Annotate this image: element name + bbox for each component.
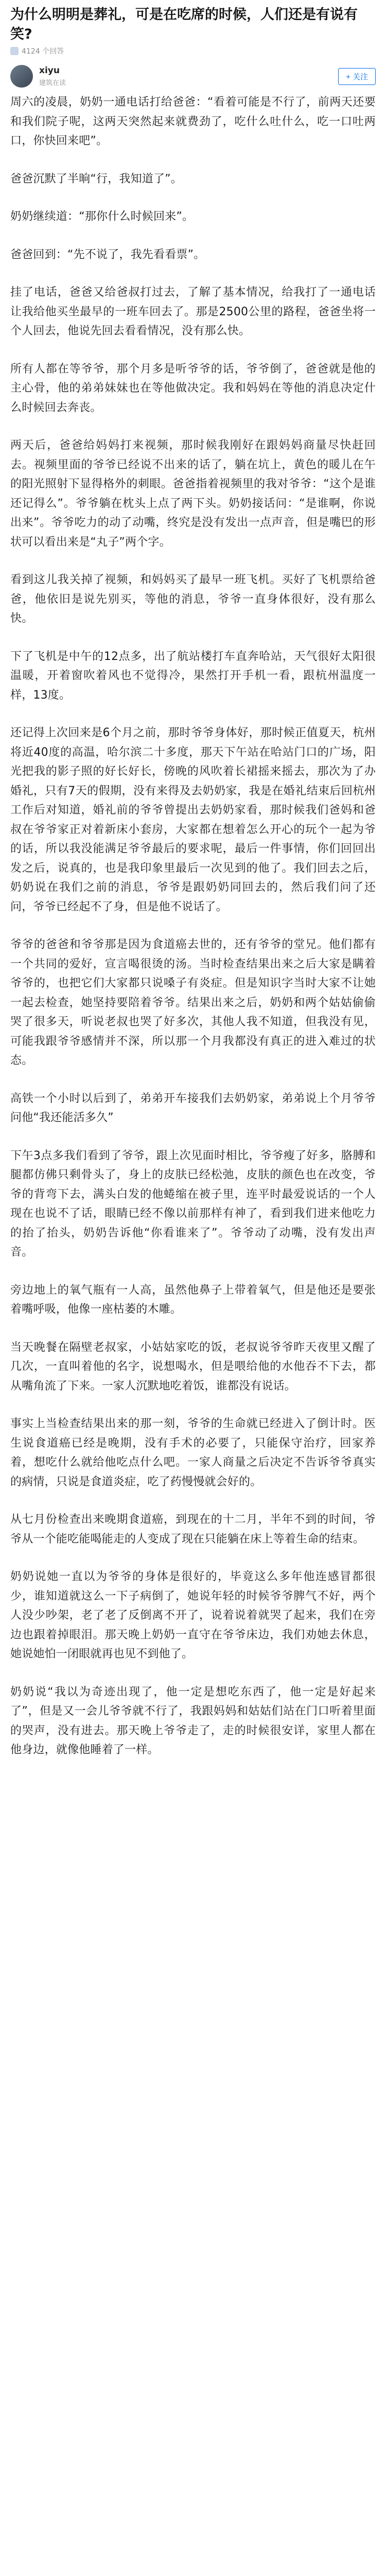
answer-paragraph: 所有人都在等爷爷，那个月多是听爷爷的话，爷爷倒了，爸爸就是他的主心骨，他的弟弟妹妹也在等他做决定。我和妈妈在等他的消息决定什么时候回去奔丧。	[10, 362, 376, 414]
answer-paragraph: 周六的凌晨，奶奶一通电话打给爸爸：“看着可能是不行了，前两天还要和我们院子呢，这两天突然起来就费劲了，吃什么吐什么，吃一口吐两口，你快回来吧”。	[10, 96, 376, 147]
answer-paragraph: 下了飞机是中午的12点多，出了航站楼打车直奔哈站，天气很好太阳很温暖，开着窗吹着风也不觉得冷，果然打开手机一看，跟杭州温度一样，13度。	[10, 650, 376, 702]
answer-count-icon	[10, 47, 19, 55]
answer-paragraph: 旁边地上的氧气瓶有一人高，虽然他鼻子上带着氧气，但是他还是要张着嘴呼吸，他像一座枯萎的木雕。	[10, 1283, 376, 1316]
answer-paragraph: 挂了电话，爸爸又给爸叔打过去，了解了基本情况，给我打了一通电话让我给他买坐最早的一班车回去了。那是2500公里的路程，爸爸坐将一个人回去，他说先回去看看情况，没有那么快。	[10, 286, 376, 337]
author-name[interactable]: xiyu	[39, 65, 60, 76]
answer-paragraph: 奶奶继续道：“那你什么时候回来”。	[10, 210, 194, 223]
question-title[interactable]: 为什么明明是葬礼，可是在吃席的时候，人们还是有说有笑?	[10, 7, 358, 42]
avatar[interactable]	[10, 65, 33, 88]
answer-body	[0, 91, 386, 1760]
question-meta	[10, 45, 376, 57]
answer-paragraph: 看到这儿我关掉了视频，和妈妈买了最早一班飞机。买好了飞机票给爸爸，他依旧是说先别买，等他的消息，爷爷一直身体很好，没有那么快。	[10, 573, 376, 625]
answer-paragraph: 爷爷的爸爸和爷爷那是因为食道癌去世的，还有爷爷的堂兄。他们都有一个共同的爱好，宣言喝很烫的汤。当时检查结果出来之后大家是瞒着爷爷的，也把它们大家都只说嗓子有炎症。但是知识字当时大家不让她一起去检查，她坚持要陪着爷爷。结果出来之后，奶奶和两个姑姑偷偷哭了很多天，听说老叔也哭了好多次，其他人我不知道，但我没有见，可能我跟爷爷感情并不深，所以那一个月我都没有真正的进入难过的状态。	[10, 938, 376, 1067]
answer-paragraph: 爸爸回到：“先不说了，我先看看票”。	[10, 248, 205, 261]
answer-paragraph: 当天晚餐在隔壁老叔家，小姑姑家吃的饭，老叔说爷爷昨天夜里又醒了几次，一直叫着他的名字，说想喝水，但是喂给他的水他吞不下去，都从嘴角流了下来。一家人沉默地吃着饭，谁都没有说话。	[10, 1341, 376, 1393]
answer-paragraph: 高铁一个小时以后到了，弟弟开车接我们去奶奶家，弟弟说上个月爷爷问他“我还能活多久”	[10, 1092, 376, 1124]
author-bio: 建筑在读	[39, 79, 66, 87]
answer-paragraph: 还记得上次回来是6个月之前，那时爷爷身体好，那时候正值夏天，杭州将近40度的高温，哈尔滨二十多度，那天下午站在哈站门口的广场，阳光把我的影子照的好长好长，傍晚的风吹着长裙摇来摇去，那次为了办婚礼，只有7天的假期，没有来得及去奶奶家，我是在婚礼结束后回杭州工作后对知道，婚礼前的爷爷曾提出去奶奶家看，那时候我们爸妈和爸叔在爷爷家正对着新床小套房，大家都在想着怎么开心的玩个一起为爷的话，所以我没能满足爷爷最后的要求呢，最后一件事情，你们回回出发之后，说真的，也是我印象里最后一次见到的他了。我们回去之后，奶奶说在我们之前的消息，爷爷是跟奶奶同回去的，然后我们问了还问，爷爷已经起不了身，但是他不说话了。	[10, 726, 376, 913]
answer-count[interactable]: 4124 个回答	[22, 47, 64, 56]
author-bar	[0, 60, 386, 91]
author-info	[39, 65, 338, 87]
answer-paragraph: 奶奶说“我以为奇迹出现了，他一定是想吃东西了，他一定是好起来了”，但是又一会儿爷爷就不行了，我跟妈妈和姑姑们站在门口听着里面的哭声，没有进去。那天晚上爷爷走了，走的时候很安详，家里人都在他身边，就像他睡着了一样。	[10, 1685, 376, 1756]
answer-paragraph: 爸爸沉默了半晌“行，我知道了”。	[10, 172, 182, 185]
follow-button[interactable]: + 关注	[338, 68, 376, 85]
answer-paragraph: 从七月份检查出来晚期食道癌，到现在的十二月，半年不到的时间，爷爷从一个能吃能喝能走的人变成了现在只能躺在床上等着生命的结束。	[10, 1513, 376, 1546]
answer-paragraph: 两天后，爸爸给妈妈打来视频，那时候我刚好在跟妈妈商量尽快赶回去。视频里面的爷爷已经说不出来的话了，躺在坑上，黄色的暖儿在午的阳光照射下显得格外的刺眼。爸爸指着视频里的我对爷爷：“这个是谁还记得么”。爷爷躺在枕头上点了两下头。奶奶接话问：“是谁啊，你说出来”。爷爷吃力的动了动嘴，终究是没有发出一点声音，但是嘴巴的形状可以看出来是“丸子”两个字。	[10, 439, 376, 549]
answer-paragraph: 奶奶说她一直以为爷爷的身体是很好的，毕竟这么多年他连感冒都很少，谁知道就这么一下子病倒了，她说年轻的时候爷爷脾气不好，两个人没少吵架，老了老了反倒离不开了，说着说着就哭了起来，我们在旁边也跟着掉眼泪。那天晚上奶奶一直守在爷爷床边，我们劝她去休息，她说她怕一闭眼就再也见不到他了。	[10, 1570, 376, 1660]
question-header	[0, 0, 386, 60]
answer-paragraph: 下午3点多我们看到了爷爷，跟上次见面时相比，爷爷瘦了好多，胳膊和腿都仿佛只剩骨头了，身上的皮肤已经松弛，皮肤的颜色也在改变，爷爷的背弯下去，满头白发的他蜷缩在被子里，连平时最爱说话的一个人现在也说不了话，眼睛已经不像以前那样有神了，看到我们进来他吃力的抬了抬头，奶奶告诉他“你看谁来了”。爷爷动了动嘴，没有发出声音。	[10, 1149, 376, 1259]
answer-paragraph: 事实上当检查结果出来的那一刻，爷爷的生命就已经进入了倒计时。医生说食道癌已经是晚期，没有手术的必要了，只能保守治疗，回家养着，想吃什么就给他吃点什么吧。一家人商量之后决定不告诉爷爷真实的病情，只说是食道炎症，吃了药慢慢就会好的。	[10, 1417, 376, 1488]
